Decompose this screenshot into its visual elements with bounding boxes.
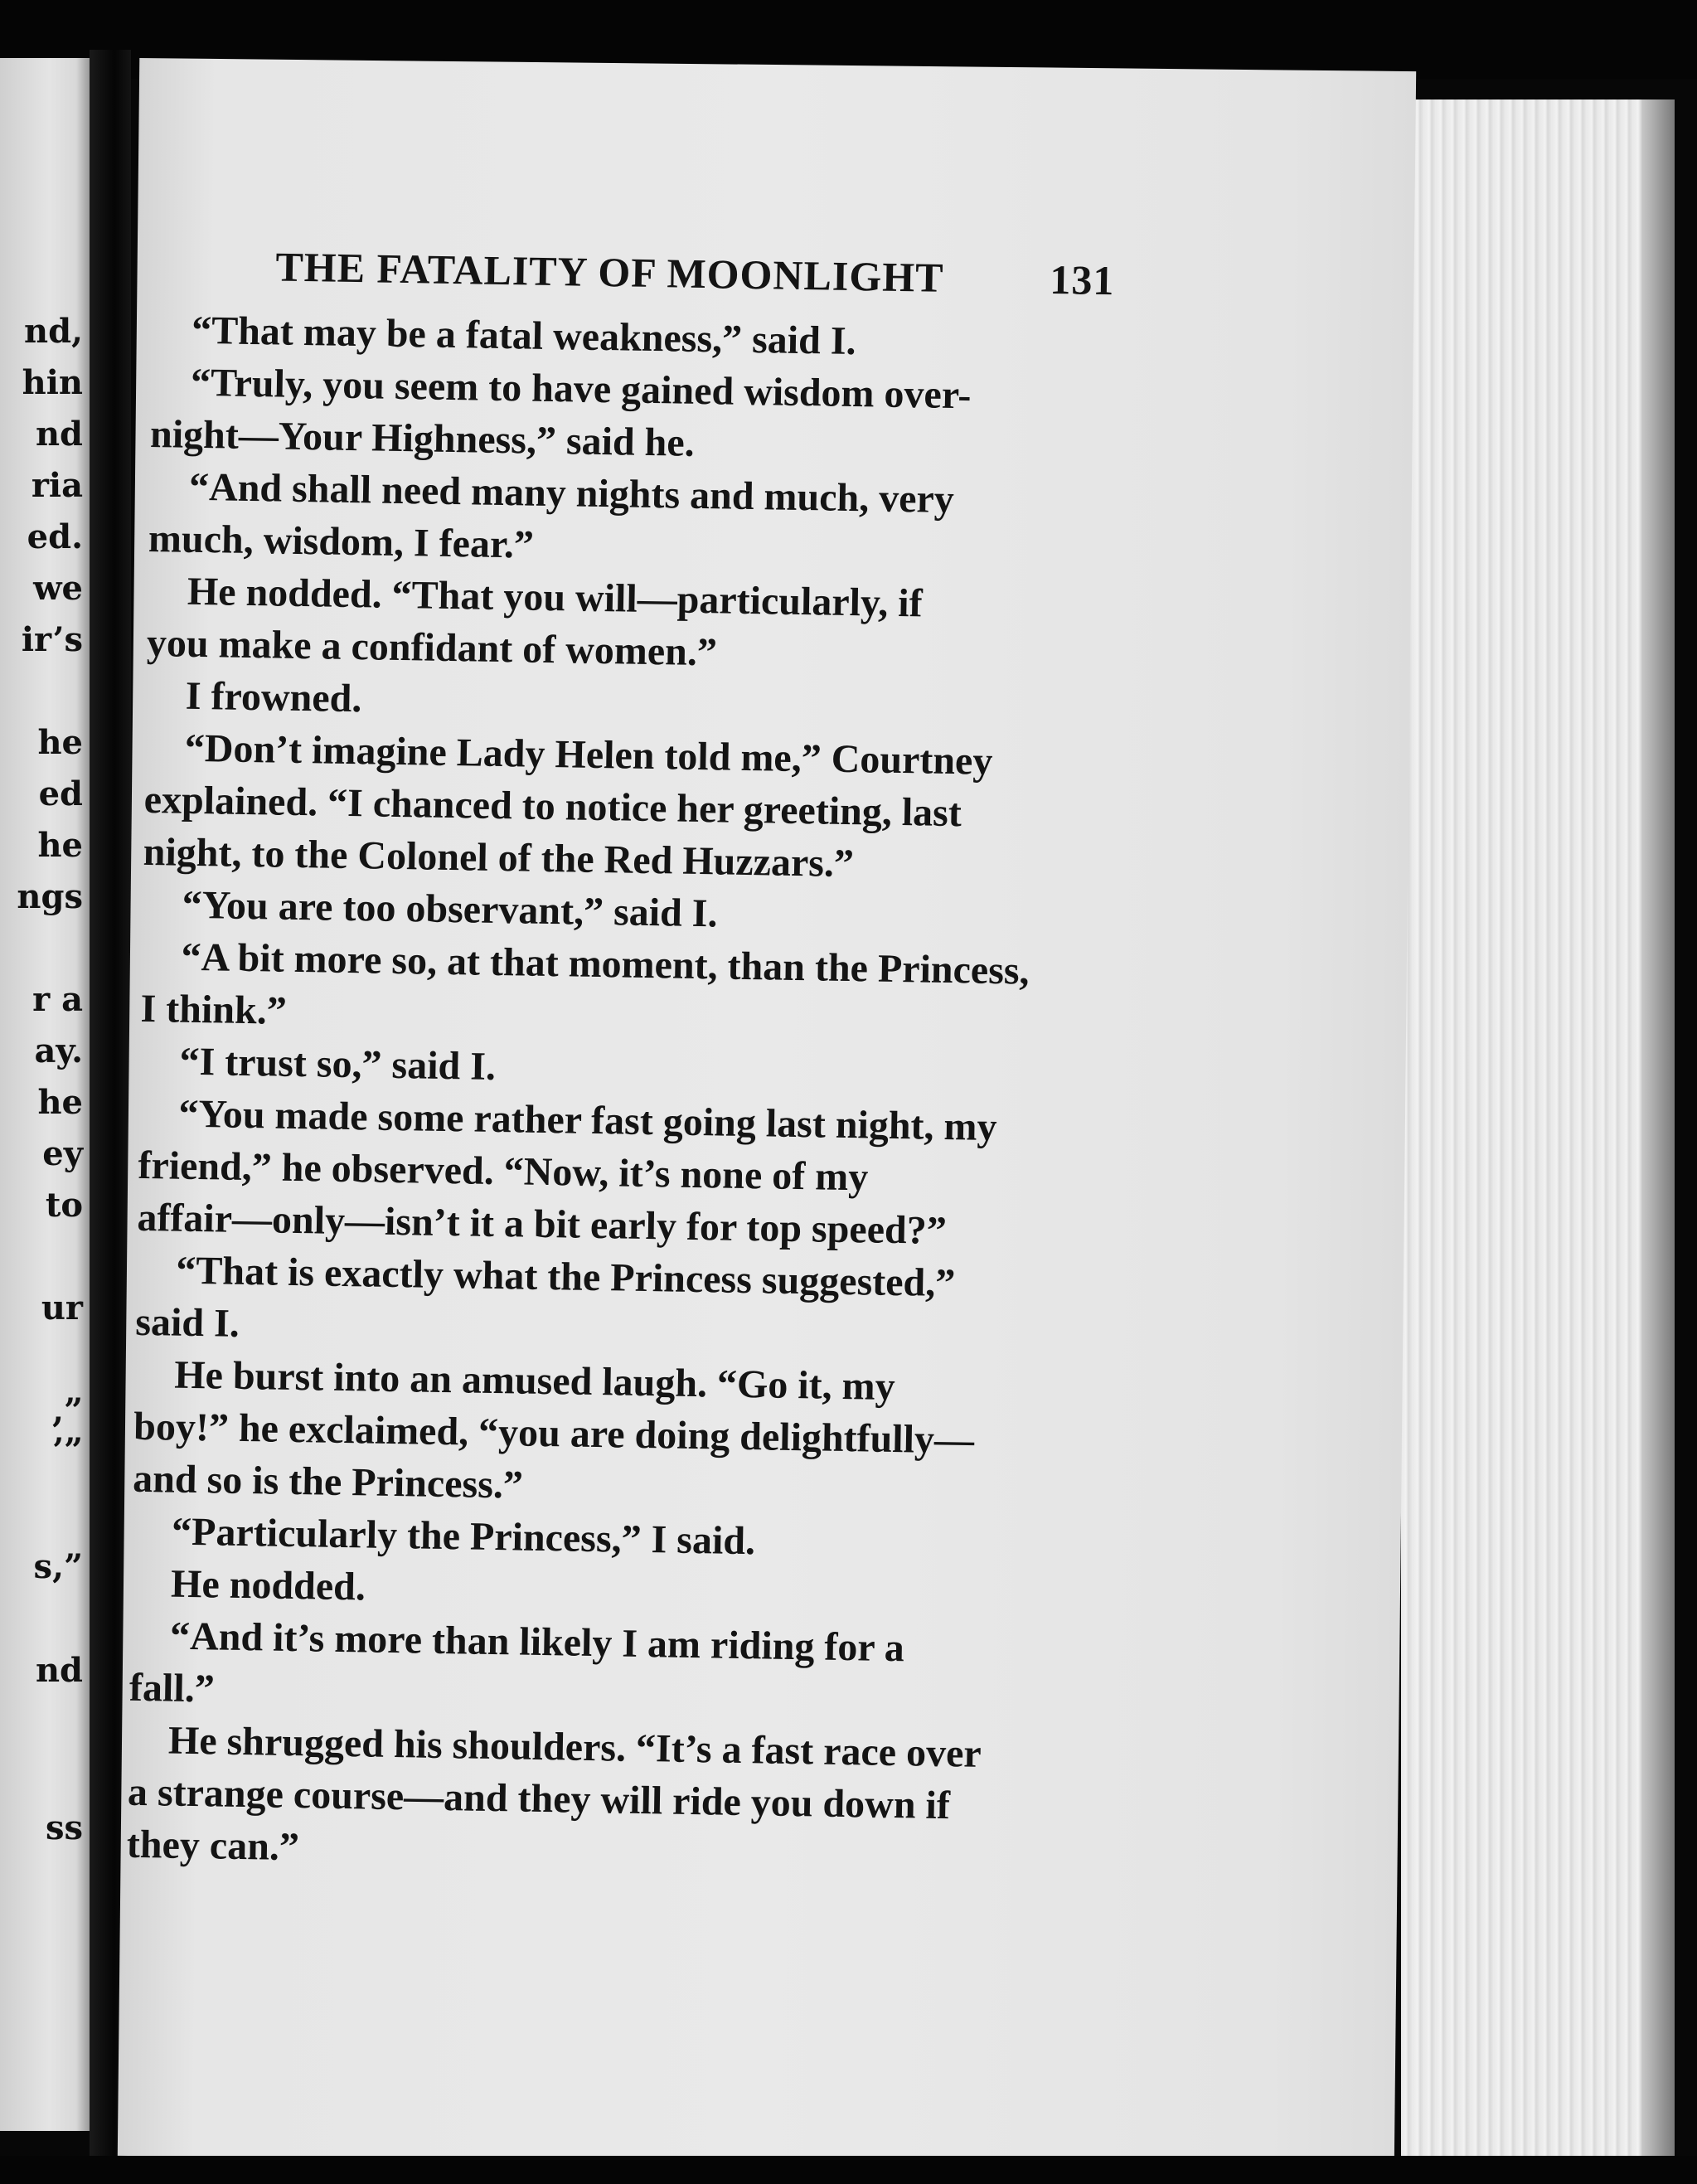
previous-page-fragment: ed [38, 774, 83, 813]
previous-page-fragment: ur [41, 1289, 83, 1327]
previous-page-fragment: r a [32, 980, 83, 1019]
previous-page-fragment: we [33, 569, 83, 608]
previous-page-fragment: s,” [33, 1547, 83, 1586]
scan-bottom-border [0, 2156, 1697, 2184]
previous-page-fragment: nd [35, 1651, 83, 1690]
previous-page-fragment: hin [22, 363, 83, 402]
paragraph: “Don’t imagine Lady Helen told me,” Courtney explained. “I chanced to notice her greeting, last night, to the Colonel of the Red Huzzars.” [143, 726, 993, 886]
paragraph: I frowned. [185, 673, 362, 721]
previous-page-fragment: ay. [34, 1031, 83, 1070]
running-title: THE FATALITY OF MOONLIGHT [275, 243, 944, 301]
paragraph: “And shall need many nights and much, very much, wisdom, I fear.” [148, 464, 955, 567]
paragraph: “And it’s more than likely I am riding for a fall.” [128, 1614, 905, 1711]
previous-page-fragment: nd [35, 415, 83, 454]
previous-page-fragment: to [45, 1186, 83, 1225]
previous-page-fragment: ss [45, 1808, 83, 1847]
paragraph: “Truly, you seem to have gained wisdom over- night—Your Highness,” said he. [149, 360, 972, 465]
previous-page-fragment: ria [31, 466, 83, 505]
paragraph: “That is exactly what the Princess suggested,” said I. [134, 1248, 956, 1346]
page-text-block [126, 240, 1131, 1886]
paragraph: He nodded. “That you will—particularly, if you make a confidant of women.” [146, 569, 924, 675]
previous-page-fragment: ey [42, 1134, 83, 1173]
previous-page-fragment: he [37, 826, 83, 865]
paragraph: “I trust so,” said I. [179, 1039, 497, 1089]
previous-page-fragment: ir’s [21, 620, 83, 659]
previous-page-fragment: ngs [17, 877, 83, 916]
page-number: 131 [1049, 255, 1115, 304]
previous-page-fragment: ’” [52, 1431, 83, 1470]
paragraph: “That may be a fatal weakness,” said I. [191, 308, 856, 364]
paragraph: “You are too observant,” said I. [182, 882, 718, 936]
paragraph: He burst into an amused laugh. “Go it, my boy!” he exclaimed, “you are doing delightfully— and so is the Princess.” [132, 1352, 975, 1507]
previous-page-fragment: he [37, 1083, 83, 1122]
previous-page-fragment: nd, [24, 312, 83, 351]
previous-page-fragment: he [37, 723, 83, 762]
previous-page-edge [0, 58, 90, 2131]
paragraph: He shrugged his shoulders. “It’s a fast race over a strange course—and they will ride you down if they can.” [126, 1718, 982, 1870]
paragraph: “A bit more so, at that moment, than the Princess, I think.” [140, 934, 1030, 1033]
paragraph: He nodded. [170, 1561, 366, 1609]
page-edges-stack [1401, 99, 1675, 2184]
previous-page-fragment: ,” [52, 1391, 83, 1430]
paragraph: “Particularly the Princess,” I said. [171, 1509, 756, 1564]
previous-page-fragment: ed. [27, 517, 83, 556]
paragraph: “You made some rather fast going last night, my friend,” he observed. “Now, it’s none of my affair—only—isn’t it a bit early for top speed?” [137, 1091, 997, 1254]
